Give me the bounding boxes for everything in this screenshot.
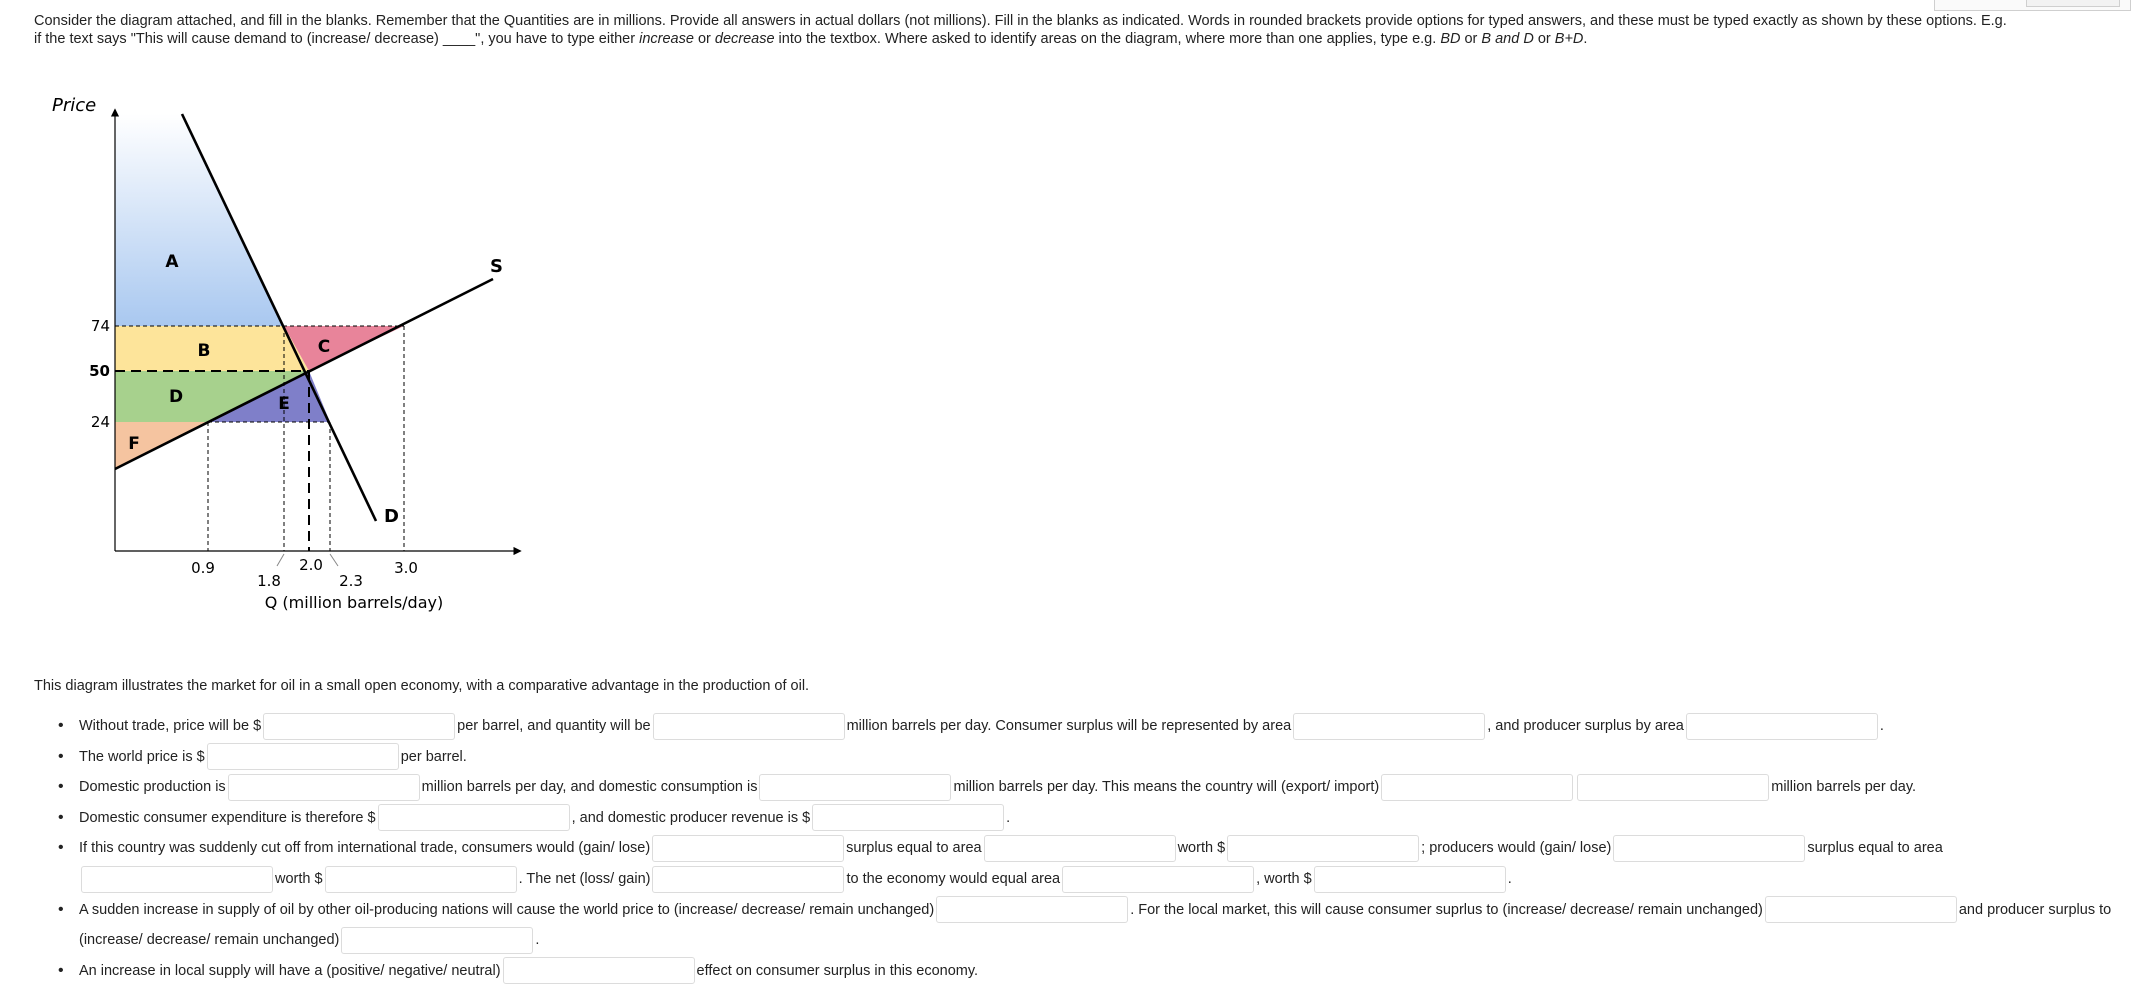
q1-consumer-surplus-area-input[interactable] — [1293, 713, 1485, 740]
q-tick-2-0: 2.0 — [299, 556, 323, 574]
area-label-f: F — [128, 434, 140, 454]
q7-effect-input[interactable] — [503, 957, 695, 984]
q3-text-4: million barrels per day. — [1771, 779, 1917, 796]
instructions-line-1 — [34, 12, 2104, 30]
price-axis-label: Price — [52, 95, 97, 116]
q2-text-2: per barrel. — [400, 748, 467, 765]
q2-text-1: The world price is $ — [79, 748, 205, 765]
instructions-end: . — [1583, 31, 1588, 47]
quantity-axis-label: Q (million barrels/day) — [264, 593, 444, 612]
area-label-d: D — [168, 387, 184, 407]
q1-text-5: . — [1879, 718, 1884, 734]
q1-text-1: Without trade, price will be $ — [79, 718, 262, 734]
q1-text-2: per barrel, and quantity will be — [457, 718, 651, 734]
instructions-or-2: or — [1533, 31, 1555, 47]
q5-text-4: ; producers would (gain/ lose) — [1421, 840, 1612, 857]
q6-text-5: . — [535, 932, 540, 949]
area-label-b: B — [197, 341, 211, 361]
q4-text-1: Domestic consumer expenditure is therefore $ — [79, 809, 376, 826]
top-right-control-inner — [2026, 0, 2120, 7]
q3-text-3: million barrels per day. This means the country will (export/ import) — [953, 779, 1380, 796]
q5-text-10: . — [1507, 870, 1512, 887]
q3-text-1: Domestic production is — [79, 779, 226, 796]
question-2 — [34, 742, 2114, 773]
example-bd: BD — [1440, 31, 1461, 47]
q5-net-loss-gain-input[interactable] — [652, 866, 844, 893]
instructions — [34, 12, 2104, 48]
top-right-control — [1934, 0, 2131, 11]
area-label-e: E — [278, 394, 290, 414]
question-5 — [34, 833, 2114, 894]
q1-autarky-quantity-input[interactable] — [653, 713, 845, 740]
q3-text-2: million barrels per day, and domestic consumption is — [421, 779, 758, 796]
question-6 — [34, 895, 2114, 956]
example-b-and-d: B and D — [1481, 31, 1534, 47]
q6-text-4: producer surplus to (increase/ decrease/ remain unchanged) — [79, 901, 2112, 949]
q3-export-import-input[interactable] — [1381, 774, 1573, 801]
q5-consumer-gain-lose-input[interactable] — [652, 835, 844, 862]
q-tick-2-3: 2.3 — [339, 572, 363, 590]
example-word-decrease: decrease — [714, 31, 775, 47]
price-tick-74: 74 — [90, 317, 110, 335]
q4-text-3: . — [1006, 809, 1011, 826]
q5-text-1: If this country was suddenly cut off from international trade, consumers would (gain/ lose) — [79, 840, 651, 857]
q-2-3-connector — [330, 554, 338, 566]
q5-text-9: , worth $ — [1256, 870, 1312, 887]
q4-consumer-expenditure-input[interactable] — [378, 804, 570, 831]
q3-trade-quantity-input[interactable] — [1577, 774, 1769, 801]
q-tick-3-0: 3.0 — [394, 559, 418, 577]
q6-world-price-change-input[interactable] — [936, 896, 1128, 923]
example-b-plus-d: B+D — [1554, 31, 1584, 47]
price-tick-24: 24 — [90, 413, 110, 431]
q1-producer-surplus-area-input[interactable] — [1686, 713, 1878, 740]
q5-net-worth-input[interactable] — [1314, 866, 1506, 893]
q-tick-1-8: 1.8 — [257, 572, 281, 590]
question-1 — [34, 711, 2114, 742]
q5-text-8: to the economy would equal area — [846, 870, 1061, 887]
instructions-text-1: Consider the diagram attached, and fill in the blanks. Remember that the Quantities are in millions. Provide all answers in actual dollars (not millions). Fill in the blanks as indicated. Words in rounded brackets provide options for typed answers, and these must be typed exactly as shown by these options. E.g. — [34, 13, 2007, 29]
area-label-a: A — [165, 252, 179, 272]
instructions-or-1: or — [1460, 31, 1482, 47]
q1-autarky-price-input[interactable] — [263, 713, 455, 740]
q3-domestic-consumption-input[interactable] — [759, 774, 951, 801]
instructions-or: or — [693, 31, 715, 47]
q1-text-4: , and producer surplus by area — [1487, 718, 1684, 734]
q5-text-6: worth $ — [275, 870, 323, 887]
q6-text-3: and — [1958, 901, 1984, 918]
area-a-region — [115, 114, 284, 326]
q6-text-2: . For the local market, this will cause consumer suprlus to (increase/ decrease/ remain unchanged) — [1130, 901, 1763, 918]
question-3 — [34, 772, 2114, 803]
q5-producer-area-input[interactable] — [81, 866, 273, 893]
example-word-increase: increase — [639, 31, 694, 47]
q6-text-1: A sudden increase in supply of oil by other oil-producing nations will cause the world price to (increase/ decrease/ remain unchanged) — [79, 901, 935, 918]
q5-text-5: surplus equal to area — [1807, 840, 1943, 857]
question-list — [34, 711, 2114, 986]
q1-text-3: million barrels per day. Consumer surplus will be represented by area — [846, 718, 1292, 734]
demand-label: D — [384, 506, 399, 527]
q5-producer-worth-input[interactable] — [325, 866, 517, 893]
q-tick-0-9: 0.9 — [191, 559, 215, 577]
area-label-c: C — [317, 337, 331, 357]
q5-net-area-input[interactable] — [1062, 866, 1254, 893]
q5-producer-gain-lose-input[interactable] — [1613, 835, 1805, 862]
question-4 — [34, 803, 2114, 834]
q-1-8-connector — [277, 554, 284, 566]
supply-label: S — [490, 256, 503, 277]
q2-world-price-input[interactable] — [207, 743, 399, 770]
q4-producer-revenue-input[interactable] — [812, 804, 1004, 831]
price-tick-50: 50 — [89, 362, 110, 380]
area-b-region — [115, 326, 309, 371]
instructions-text-3: into the textbox. Where asked to identify areas on the diagram, where more than one applies, type e.g. — [774, 31, 1441, 47]
q5-text-3: worth $ — [1177, 840, 1226, 857]
instructions-line-2 — [34, 30, 2104, 48]
q5-text-2: surplus equal to area — [846, 840, 982, 857]
q7-text-2: effect on consumer surplus in this economy. — [696, 962, 979, 979]
q5-consumer-area-input[interactable] — [984, 835, 1176, 862]
q5-text-7: . The net (loss/ gain) — [518, 870, 651, 887]
q6-producer-surplus-change-input[interactable] — [341, 927, 533, 954]
question-7 — [34, 956, 2114, 987]
q4-text-2: , and domestic producer revenue is $ — [571, 809, 811, 826]
q6-consumer-surplus-change-input[interactable] — [1765, 896, 1957, 923]
q3-domestic-production-input[interactable] — [228, 774, 420, 801]
context-text: This diagram illustrates the market for oil in a small open economy, with a comparative advantage in the production of oil. — [34, 678, 810, 694]
instructions-text-2: if the text says "This will cause demand to (increase/ decrease) ____", you have to type either — [34, 31, 640, 47]
q5-consumer-worth-input[interactable] — [1227, 835, 1419, 862]
q7-text-1: An increase in local supply will have a (positive/ negative/ neutral) — [79, 962, 501, 979]
oil-market-diagram — [34, 86, 534, 636]
